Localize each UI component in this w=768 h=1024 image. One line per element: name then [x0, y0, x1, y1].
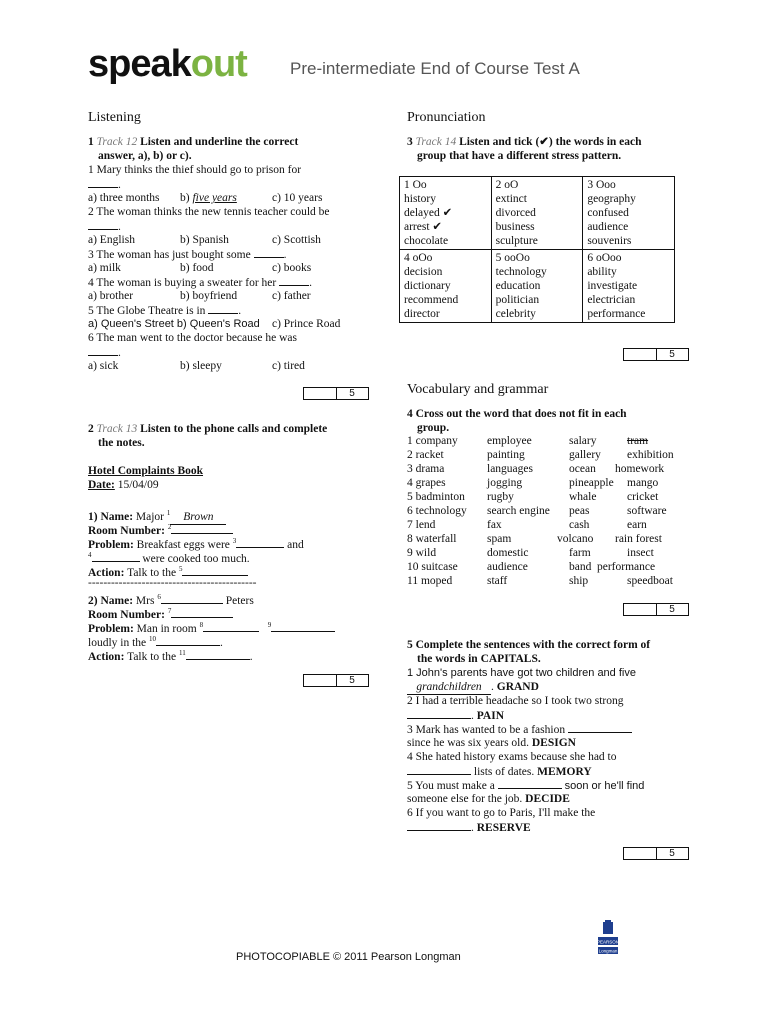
q1-item-1: 1 Mary thinks the thief should go to prison for: [88, 164, 302, 176]
answer-grandchildren: grandchildren: [407, 680, 491, 695]
pronunciation-heading: Pronunciation: [407, 110, 486, 125]
q5-instruction: 5 Complete the sentences with the correct form of: [407, 639, 651, 651]
longman-wordmark: Longman: [598, 948, 618, 954]
q1-item-6: 6 The man went to the doctor because he was: [88, 332, 297, 344]
score-box-q2[interactable]: 5: [303, 674, 369, 687]
score-box-q5[interactable]: 5: [623, 847, 689, 860]
list-item: 5 badminton rugby whale cricket: [407, 491, 659, 503]
listening-heading: Listening: [88, 110, 141, 125]
q5-sentence-3: 3 Mark has wanted to be a fashion: [407, 722, 632, 737]
test-title: Pre-intermediate End of Course Test A: [290, 59, 580, 78]
list-item: 2 racket painting gallery exhibition: [407, 449, 674, 461]
list-item: 4 grapes jogging pineapple mango: [407, 477, 659, 489]
score-box-q4[interactable]: 5: [623, 603, 689, 616]
answer-five-years: five years: [192, 192, 237, 204]
q1-instruction-2: answer, a), b) or c).: [98, 150, 192, 162]
complaint-2-name: 2) Name: Mrs $^6$ Peters: [88, 593, 254, 607]
answer-blank[interactable]: [88, 219, 118, 230]
answer-blank: [407, 708, 471, 719]
list-item: 9 wild domestic farm insect: [407, 547, 654, 559]
q4-instruction-2: group.: [417, 422, 450, 434]
complaint-1-room: Room Number: $^2$: [88, 520, 233, 538]
q1-item-3: 3 The woman has just bought some .: [88, 249, 287, 261]
q5-sentence-2: 2 I had a terrible headache so I took two strong: [407, 695, 624, 707]
pearson-wordmark: PEARSON: [596, 939, 620, 945]
list-item: 6 technology search engine peas software: [407, 505, 667, 517]
list-item: 11 moped staff ship speedboat: [407, 575, 673, 587]
list-item: 8 waterfall spam volcano rain forest: [407, 533, 662, 545]
list-item: 7 lend fax cash earn: [407, 519, 647, 531]
q3-instruction-2: group that have a different stress pattern.: [417, 150, 622, 162]
q1-item-5: 5 The Globe Theatre is in .: [88, 305, 242, 317]
complaint-2-action: Action: Talk to the $^{11}$ .: [88, 649, 253, 663]
table-row: 4 oOo decision dictionary recommend director 5 ooOo technology education politician celebrity 6 oOoo ability investigate electrician performance: [400, 250, 675, 323]
q5-sentence-5: 5 You must make a soon or he'll find: [407, 780, 645, 792]
stress-pattern-table: [399, 176, 675, 323]
score-box-q3[interactable]: 5: [623, 348, 689, 361]
q2-instruction-2: the notes.: [98, 437, 145, 449]
q2-instruction: 2 Track 13 Listen to the phone calls and complete: [88, 423, 328, 435]
q5-instruction-2: the words in CAPITALS.: [417, 653, 541, 665]
q5-sentence-1: 1 John's parents have got two children and five: [407, 667, 636, 679]
vocab-heading: Vocabulary and grammar: [407, 382, 549, 397]
hotel-complaints-title: Hotel Complaints Book: [88, 465, 204, 477]
q1-instruction: 1 Track 12 Listen and underline the correct: [88, 136, 299, 148]
copyright-footer: PHOTOCOPIABLE © 2011 Pearson Longman: [236, 951, 461, 963]
complaint-2-room: Room Number: $^7$: [88, 604, 233, 622]
answer-blank[interactable]: [88, 345, 118, 356]
q1-item-4: 4 The woman is buying a sweater for her .: [88, 277, 312, 289]
word-groups: [407, 434, 687, 588]
q4-instruction: 4 Cross out the word that does not fit in each: [407, 408, 627, 420]
q5-sentence-4: 4 She hated history exams because she had to: [407, 751, 617, 763]
q3-instruction: 3 Track 14 Listen and tick (✔) the words in each: [407, 136, 642, 148]
q1-item-2: 2 The woman thinks the new tennis teacher could be: [88, 206, 330, 218]
list-item: 1 company employee salary tram: [407, 435, 649, 447]
list-item: 3 drama languages ocean homework: [407, 463, 665, 475]
complaint-2-problem: Problem: Man in room $^8$ $^9$: [88, 618, 335, 636]
complaint-1-problem: Problem: Breakfast eggs were $^3$ and: [88, 537, 304, 551]
date-line: Date: 15/04/09: [88, 479, 159, 491]
table-row: 1 Oo history delayed ✔ arrest ✔ chocolate 2 oO extinct divorced business sculpture 3 Ooo geography confused audience souvenirs: [400, 177, 675, 250]
crossed-out-word: tram: [627, 435, 649, 447]
q5-sentence-6: 6 If you want to go to Paris, I'll make the: [407, 807, 596, 819]
speakout-logo: speakout: [88, 43, 247, 85]
pearson-logo: [594, 920, 622, 956]
complaint-1-name: 1) Name: Major $^1$ Brown: [88, 506, 226, 525]
complaint-1-action: Action: Talk to the $^5$: [88, 562, 248, 580]
separator: --------------------------------------------: [88, 577, 257, 589]
answer-blank[interactable]: [88, 177, 118, 188]
q1-options-1: a) three months: [88, 192, 160, 204]
score-box-q1[interactable]: 5: [303, 387, 369, 400]
list-item: 10 suitcase audience band performance: [407, 561, 656, 573]
